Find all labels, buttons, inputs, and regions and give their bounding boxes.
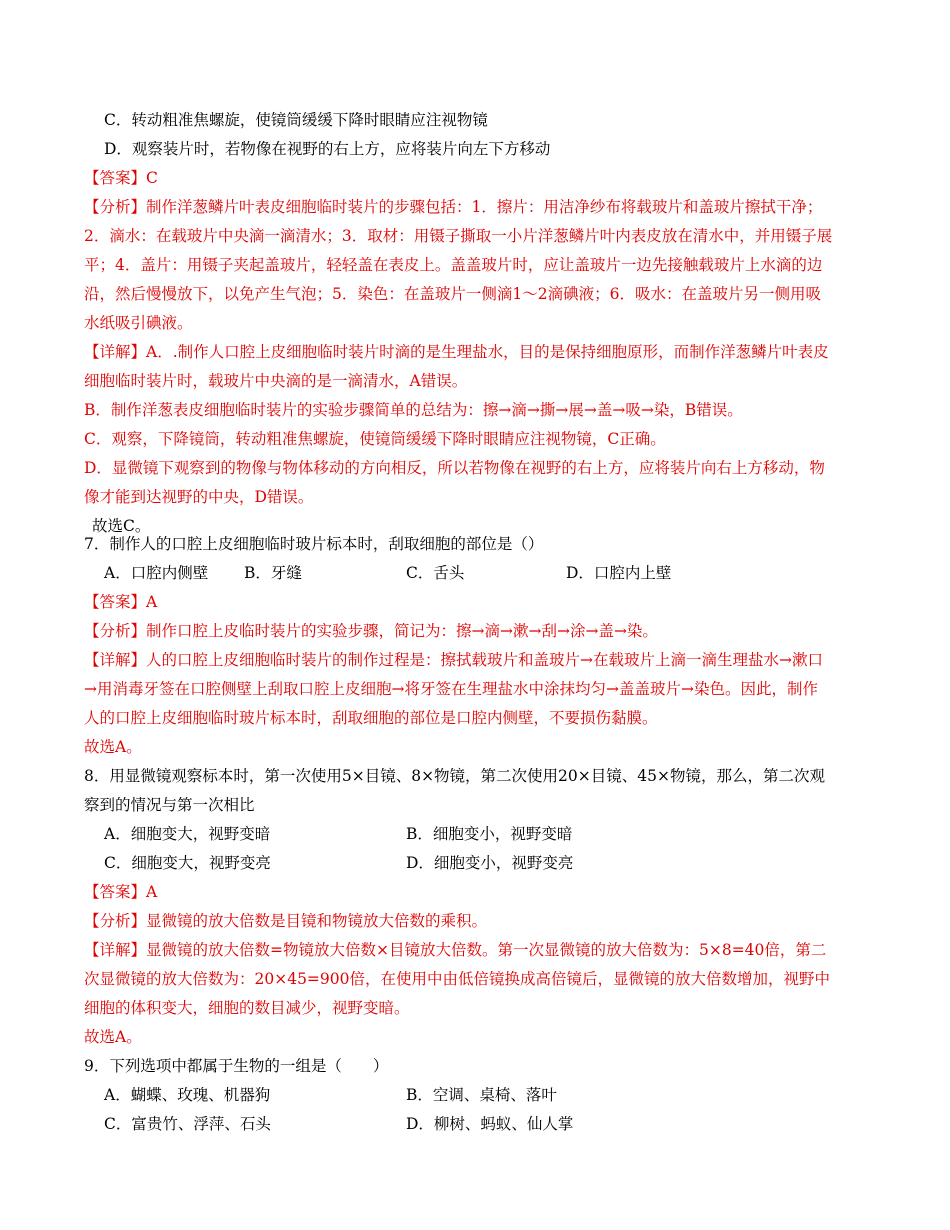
- q9-option-c: C．富贵竹、浮萍、石头: [104, 1115, 271, 1133]
- q6-analysis-line: 【分析】制作洋葱鳞片叶表皮细胞临时装片的步骤包括：1．擦片：用洁净纱布将载玻片和盖玻片擦拭干净；: [84, 198, 823, 216]
- q8-answer: 【答案】A: [84, 883, 158, 901]
- q7-option-c: C．舌头: [406, 564, 465, 582]
- q6-detail-line: B．制作洋葱表皮细胞临时装片的实验步骤简单的总结为：擦→滴→撕→展→盖→吸→染，B错误。: [84, 401, 743, 419]
- q6-analysis-line: 沿，然后慢慢放下，以免产生气泡；5．染色：在盖玻片一侧滴1～2滴碘液；6．吸水：在盖玻片另一侧用吸: [84, 285, 821, 303]
- q8-option-b: B．细胞变小，视野变暗: [406, 825, 573, 843]
- q6-analysis-line: 平；4．盖片：用镊子夹起盖玻片，轻轻盖在表皮上。盖盖玻片时，应让盖玻片一边先接触载玻片上水滴的边: [84, 256, 823, 274]
- q7-stem: 7．制作人的口腔上皮细胞临时玻片标本时，刮取细胞的部位是（）: [84, 535, 544, 553]
- q9-option-b: B．空调、桌椅、落叶: [406, 1086, 557, 1104]
- q8-conclusion: 故选A。: [84, 1028, 142, 1046]
- q9-option-a: A．蝴蝶、玫瑰、机器狗: [104, 1086, 271, 1104]
- q7-conclusion: 故选A。: [84, 738, 142, 756]
- q7-detail-line: 人的口腔上皮细胞临时玻片标本时，刮取细胞的部位是口腔内侧壁，不要损伤黏膜。: [84, 709, 658, 727]
- q6-option-d: D．观察装片时，若物像在视野的右上方，应将装片向左下方移动: [104, 140, 551, 158]
- q7-analysis: 【分析】制作口腔上皮临时装片的实验步骤，简记为：擦→滴→漱→刮→涂→盖→染。: [84, 622, 658, 640]
- q7-detail-line: 【详解】人的口腔上皮细胞临时装片的制作过程是：擦拭载玻片和盖玻片→在载玻片上滴一滴生理盐水→漱口: [84, 651, 823, 669]
- q8-analysis: 【分析】显微镜的放大倍数是目镜和物镜放大倍数的乘积。: [84, 912, 488, 930]
- q8-option-a: A．细胞变大，视野变暗: [104, 825, 271, 843]
- q8-detail-line: 【详解】显微镜的放大倍数=物镜放大倍数×目镜放大倍数。第一次显微镜的放大倍数为：5×8=40倍，第二: [84, 941, 827, 959]
- q7-detail-line: →用消毒牙签在口腔侧壁上刮取口腔上皮细胞→将牙签在生理盐水中涂抹均匀→盖盖玻片→染色。因此，制作: [84, 680, 818, 698]
- q8-detail-line: 细胞的体积变大，细胞的数目减少，视野变暗。: [84, 999, 410, 1017]
- q9-stem: 9．下列选项中都属于生物的一组是（ ）: [84, 1057, 389, 1075]
- q8-option-d: D．细胞变小，视野变亮: [406, 854, 574, 872]
- q6-detail-line: 像才能到达视野的中央，D错误。: [84, 488, 314, 506]
- q8-detail-line: 次显微镜的放大倍数为：20×45=900倍，在使用中由低倍镜换成高倍镜后，显微镜的放大倍数增加，视野中: [84, 970, 831, 988]
- q6-analysis-line: 水纸吸引碘液。: [84, 314, 193, 332]
- q8-stem-line: 察到的情况与第一次相比: [84, 796, 255, 814]
- q6-option-c: C．转动粗准焦螺旋，使镜筒缓缓下降时眼睛应注视物镜: [104, 111, 488, 129]
- q6-detail-line: C．观察，下降镜筒，转动粗准焦螺旋，使镜筒缓缓下降时眼睛应注视物镜，C正确。: [84, 430, 666, 448]
- q6-detail-line: 【详解】A．.制作人口腔上皮细胞临时装片时滴的是生理盐水，目的是保持细胞原形，而制作洋葱鳞片叶表皮: [84, 343, 829, 361]
- q7-option-d: D．口腔内上壁: [566, 564, 672, 582]
- q6-conclusion: 故选C。: [92, 517, 151, 535]
- q7-option-a: A．口腔内侧壁: [104, 564, 209, 582]
- q7-option-b: B．牙缝: [244, 564, 302, 582]
- q6-answer: 【答案】C: [84, 169, 158, 187]
- q6-analysis-line: 2．滴水：在载玻片中央滴一滴清水；3．取材：用镊子撕取一小片洋葱鳞片叶内表皮放在清水中，并用镊子展: [84, 227, 833, 245]
- q8-stem-line: 8．用显微镜观察标本时，第一次使用5×目镜、8×物镜，第二次使用20×目镜、45×物镜，那么，第二次观: [84, 767, 825, 785]
- q8-option-c: C．细胞变大，视野变亮: [104, 854, 271, 872]
- q6-detail-line: D．显微镜下观察到的物像与物体移动的方向相反，所以若物像在视野的右上方，应将装片向右上方移动，物: [84, 459, 825, 477]
- q9-option-d: D．柳树、蚂蚁、仙人掌: [406, 1115, 574, 1133]
- q6-detail-line: 细胞临时装片时，载玻片中央滴的是一滴清水，A错误。: [84, 372, 468, 390]
- q7-answer: 【答案】A: [84, 593, 158, 611]
